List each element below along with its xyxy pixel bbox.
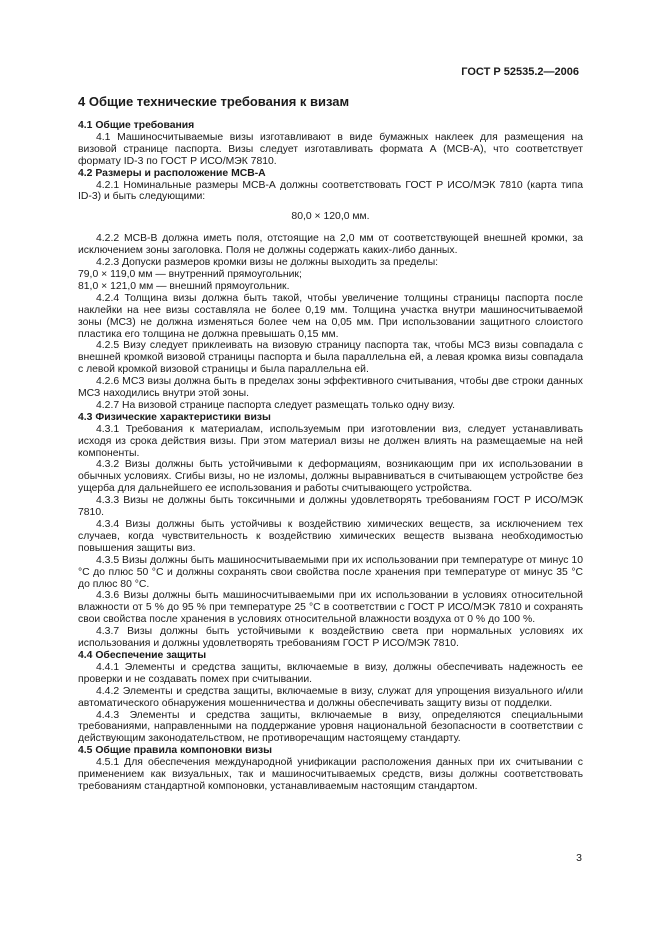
page-number: 3: [576, 852, 582, 864]
paragraph: 4.2.4 Толщина визы должна быть такой, чтобы увеличение толщины страницы паспорта после наклейки на нее визы составляла не более 0,19 мм. Толщина участка внутри машиносчитываемой зоны (МСЗ) не должна изменяться более чем на 0,05 мм. При использовании защитного слоистого пластика его толщина не должна превышать 0,15 мм.: [78, 292, 583, 340]
list-item: 79,0 × 119,0 мм — внутренний прямоугольник;: [78, 268, 302, 280]
paragraph: 4.3.2 Визы должны быть устойчивыми к деформациям, возникающим при их использовании в обычных условиях. Сгибы визы, но не изломы, должны выравниваться в считывающем устройстве без ущерба для дальнейшего ее использования и работы считывающего устройства.: [78, 459, 583, 495]
paragraph: 4.3.7 Визы должны быть устойчивыми к воздействию света при нормальных условиях их использования и должны удовлетворять требованиям ГОСТ Р ИСО/МЭК 7810.: [78, 626, 583, 650]
formula: 80,0 × 120,0 мм.: [291, 211, 370, 223]
document-body: [78, 120, 583, 793]
chapter-title: 4 Общие технические требования к визам: [78, 94, 350, 109]
paragraph: 4.4.2 Элементы и средства защиты, включаемые в визу, служат для упрощения визуального и/или автоматического обнаружения мошенничества и должны обеспечивать защиту визы от подделки.: [78, 685, 583, 709]
paragraph: 4.3.1 Требования к материалам, используемым при изготовлении виз, следует устанавливать исходя из срока действия визы. При этом материал визы не должен влиять на размещаемые на ней компоненты.: [78, 423, 583, 459]
paragraph: 4.2.6 МСЗ визы должна быть в пределах зоны эффективного считывания, чтобы две строки данных МСЗ находились внутри этой зоны.: [78, 376, 583, 400]
standard-designation: ГОСТ Р 52535.2—2006: [461, 66, 579, 78]
paragraph: 4.2.3 Допуски размеров кромки визы не должны выходить за пределы:: [96, 257, 439, 269]
paragraph: 4.3.5 Визы должны быть машиносчитываемыми при их использовании при температуре от минус 10 °С до плюс 50 °С и должны сохранять свои свойства после хранения при температуре от минус 35 °С до плюс 80 °С.: [78, 554, 583, 590]
list-item: 81,0 × 121,0 мм — внешний прямоугольник.: [78, 280, 290, 292]
paragraph: 4.2.5 Визу следует приклеивать на визовую страницу паспорта так, чтобы МСЗ визы совпадала с внешней кромкой визовой страницы паспорта и была параллельна ей, а левая кромка визы совпадала с левой кромкой визовой страницы и была параллельна ей.: [78, 340, 583, 376]
paragraph: 4.4.1 Элементы и средства защиты, включаемые в визу, должны обеспечивать надежность ее проверки и не создавать помех при считывании.: [78, 661, 583, 685]
section-heading: 4.5 Общие правила компоновки визы: [78, 745, 272, 757]
section-heading: 4.1 Общие требования: [78, 120, 195, 131]
section-heading: 4.4 Обеспечение защиты: [78, 649, 207, 661]
section-heading: 4.2 Размеры и расположение МСВ-А: [78, 167, 266, 179]
paragraph: 4.2.1 Номинальные размеры МСВ-А должны соответствовать ГОСТ Р ИСО/МЭК 7810 (карта типа ID-3) и быть следующими:: [78, 179, 583, 203]
paragraph: 4.5.1 Для обеспечения международной унификации расположения данных при их считывании с применением как визуальных, так и машиносчитываемых средств, визы должны соответствовать требованиям стандартной компоновки, устанавливаемым настоящим стандартом.: [78, 757, 583, 792]
paragraph: 4.1 Машиносчитываемые визы изготавливают в виде бумажных наклеек для размещения на визовой странице паспорта. Визы следует изготавливать формата А (МСВ-А), что соответствует формату ID-3 по ГОСТ Р ИСО/МЭК 7810.: [78, 131, 583, 167]
paragraph: 4.2.7 На визовой странице паспорта следует размещать только одну визу.: [96, 399, 455, 411]
paragraph: 4.3.6 Визы должны быть машиносчитываемыми при их использовании в условиях относительной влажности от 5 % до 95 % при температуре 25 °С в соответствии с ГОСТ Р ИСО/МЭК 7810 и сохранять свои свойства после хранения в условиях относительной влажности воздуха от 0 % до 100 %.: [78, 590, 583, 626]
section-heading: 4.3 Физические характеристики визы: [78, 411, 271, 423]
paragraph: 4.4.3 Элементы и средства защиты, включаемые в визу, определяются специальными требованиями, направленными на поддержание уровня национальной безопасности в соответствии с действующим законодательством, не противоречащим настоящему стандарту.: [78, 709, 583, 745]
paragraph: 4.2.2 МСВ-В должна иметь поля, отстоящие на 2,0 мм от соответствующей внешней кромки, за исключением зоны заголовка. Поля не должны содержать каких-либо данных.: [78, 233, 583, 257]
paragraph: 4.3.4 Визы должны быть устойчивы к воздействию химических веществ, за исключением тех случаев, когда чувствительность к воздействию химических веществ вызвана необходимостью повышения защиты виз.: [78, 519, 583, 554]
paragraph: 4.3.3 Визы не должны быть токсичными и должны удовлетворять требованиям ГОСТ Р ИСО/МЭК 7810.: [78, 495, 583, 519]
